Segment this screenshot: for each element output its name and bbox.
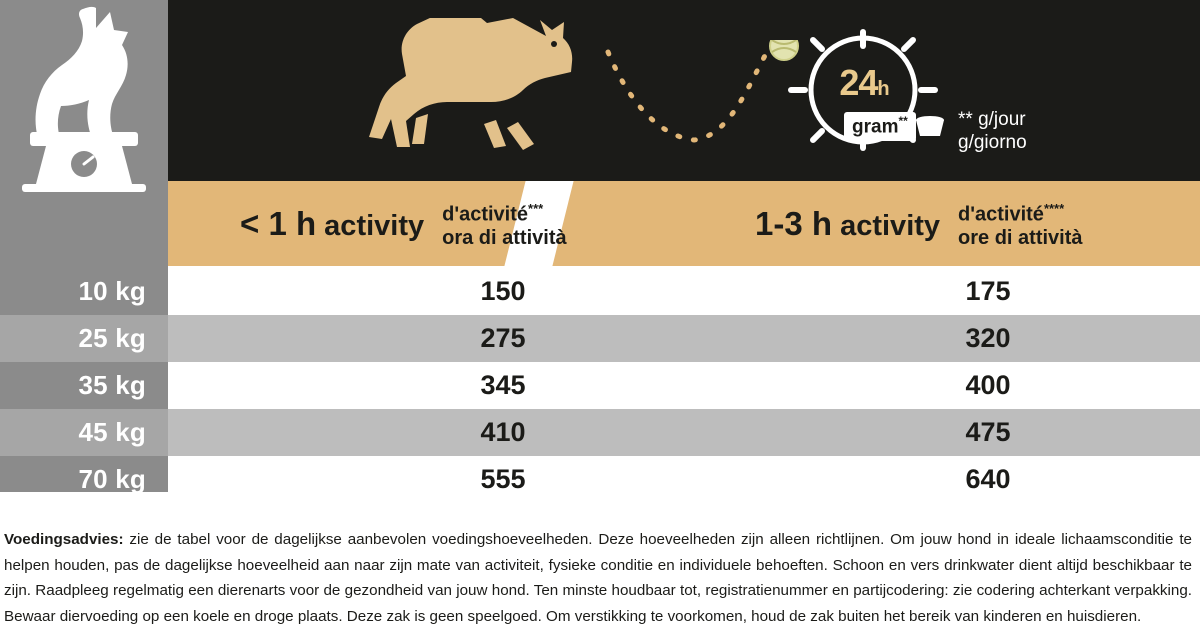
column-1-footnote: *** — [528, 201, 544, 217]
column-1-subtitle — [442, 197, 566, 250]
clock-unit: h — [877, 78, 889, 100]
column-2-title — [755, 205, 940, 243]
food-bowl-icon — [914, 112, 946, 138]
units-label — [958, 108, 1027, 154]
column-1-title — [240, 205, 424, 243]
column-2-title-suffix: activity — [832, 209, 941, 242]
column-header-2 — [755, 181, 1083, 266]
column-2-subtitle — [958, 197, 1082, 250]
weight-column — [0, 0, 168, 492]
dog-on-scale-icon — [0, 6, 168, 196]
units-line-2: g/giorno — [958, 132, 1027, 153]
table-row — [168, 268, 1200, 315]
table-row — [168, 409, 1200, 456]
clock-value: 24 — [839, 62, 878, 103]
column-1-title-prefix: < 1 h — [240, 204, 317, 242]
hero-banner — [168, 0, 1200, 181]
amount-cell: 345 — [480, 370, 526, 400]
table-row — [168, 456, 1200, 503]
amount-cell: 400 — [965, 370, 1011, 400]
feeding-advice-lead: Voedingsadvies: — [4, 531, 124, 548]
column-2-sub-line1: d'activité — [958, 203, 1044, 226]
amount-cell: 320 — [965, 323, 1011, 353]
feeding-advice-text: zie de tabel voor de dagelijkse aanbevolen voedingshoeveelheden. Deze hoeveelheden zijn alleen richtlijnen. Om jouw hond in ideale lichaamsconditie te helpen houden, pas de dagelijkse hoeveelheid aan naar zijn mate van activiteit, fysieke conditie en individuele behoeften. Schoon en vers drinkwater dient altijd beschikbaar te zijn. Raadpleeg regelmatig een dierenarts voor de gezondheid van jouw hond. Ten minste houdbaar tot, registratienummer en partijcodering: zie codering achterkant verpakking. Bewaar diervoeding op een koele en droge plaats. Deze zak is geen speelgoed. Om verstikking te voorkomen, houd de zak buiten het bereik van kinderen en huisdieren. — [4, 531, 1192, 625]
table-row — [168, 362, 1200, 409]
weight-cell: 70 kg — [78, 464, 146, 494]
column-1-sub-line2: ora di attività — [442, 226, 567, 249]
units-line-1: ** g/jour — [958, 109, 1026, 130]
amount-cell: 150 — [480, 276, 526, 306]
amount-cell: 640 — [965, 464, 1011, 494]
dog-running-icon — [368, 18, 598, 163]
weight-list — [0, 268, 168, 503]
column-2-footnote: **** — [1043, 201, 1065, 217]
amount-cell: 555 — [480, 464, 526, 494]
weight-cell: 25 kg — [0, 315, 168, 362]
table-row — [168, 315, 1200, 362]
column-header-1 — [240, 181, 567, 266]
column-1-sub-line1: d'activité — [442, 203, 529, 226]
feeding-advice-paragraph — [0, 527, 1196, 629]
column-2-title-prefix: 1-3 h — [755, 204, 833, 242]
feeding-amount-rows — [168, 268, 1200, 503]
weight-cell: 45 kg — [0, 409, 168, 456]
amount-cell: 175 — [965, 276, 1011, 306]
amount-cell: 475 — [965, 417, 1011, 447]
weight-cell: 10 kg — [78, 276, 146, 306]
clock-label — [794, 62, 934, 104]
amount-cell: 410 — [480, 417, 526, 447]
column-2-sub-line2: ore di attività — [958, 226, 1083, 249]
gram-badge — [844, 112, 916, 141]
gram-label: gram — [852, 116, 899, 138]
column-1-title-suffix: activity — [316, 209, 425, 242]
amount-cell: 275 — [480, 323, 526, 353]
gram-footnote: ** — [898, 114, 908, 128]
weight-cell: 35 kg — [78, 370, 146, 400]
